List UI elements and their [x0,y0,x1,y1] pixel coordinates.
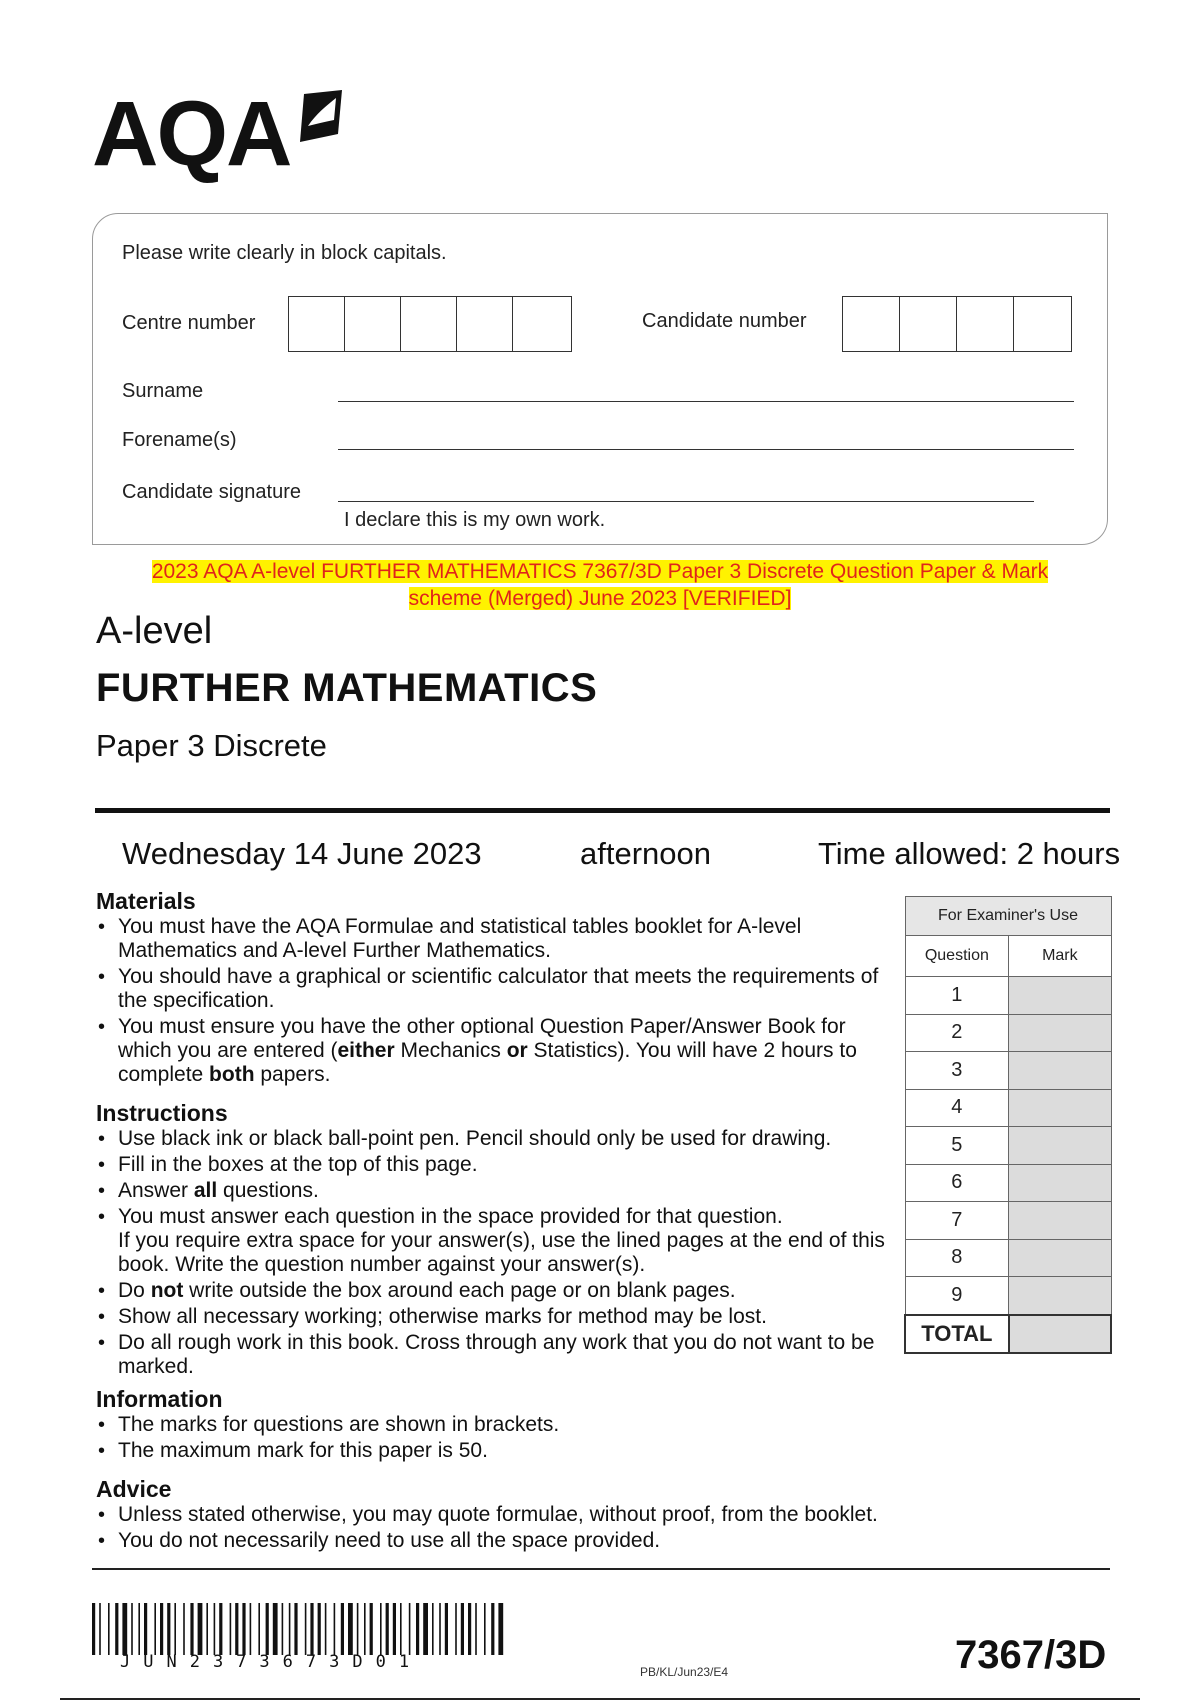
barcode-bar [122,1603,127,1655]
barcode-bar [432,1603,434,1655]
question-number: 8 [905,1239,1009,1277]
advice-heading: Advice [96,1476,172,1502]
barcode-bar [334,1603,336,1655]
print-reference: PB/KL/Jun23/E4 [640,1665,729,1679]
barcode-bar [370,1603,373,1655]
barcode-bar [167,1603,170,1655]
block-capitals-instruction: Please write clearly in block capitals. [122,242,447,264]
barcode-bar [423,1603,428,1655]
instructions-item: • Do all rough work in this book. Cross through any work that you do not want to be marked. [96,1331,886,1379]
paper-code: 7367/3D [955,1633,1107,1677]
barcode-bar [230,1603,232,1655]
candidate-number-label: Candidate number [642,310,807,332]
note-line-1: 2023 AQA A-level FURTHER MATHEMATICS 7367/3D Paper 3 Discrete Question Paper & Mark [151,560,1049,583]
advice-section [96,1476,1096,1555]
text-run: You must ensure you have the other optional Question Paper/Answer Book for which you are entered ( [118,1015,846,1062]
barcode-bar [461,1603,464,1655]
instructions-item [96,1279,886,1303]
barcode-bar [99,1603,101,1655]
question-number: 4 [905,1089,1009,1127]
aqa-logo-mark-icon [298,90,344,144]
advice-item: • You do not necessarily need to use all the space provided. [96,1529,1096,1553]
barcode-bar [409,1603,411,1655]
instructions-heading: Instructions [96,1100,228,1126]
mark-cell[interactable] [1009,1202,1111,1240]
barcode-bar [364,1603,366,1655]
barcode-bar [183,1603,185,1655]
barcode-bar [318,1603,321,1655]
barcode-bar [282,1603,284,1655]
logo-text: AQA [92,83,291,185]
text-run-bold: or [506,1039,528,1062]
text-run: write outside the box around each page or on blank pages. [183,1279,736,1302]
text-run-bold: not [150,1279,184,1302]
barcode-bar [250,1603,252,1655]
barcode-bar [214,1603,216,1655]
surname-line[interactable] [338,401,1074,402]
barcode-bar [294,1603,297,1655]
advice-item: • Unless stated otherwise, you may quote formulae, without proof, from the booklet. [96,1503,1096,1527]
surname-label: Surname [122,380,204,402]
declaration-text: I declare this is my own work. [344,509,606,531]
materials-section [96,888,886,1089]
question-number: 1 [905,977,1009,1015]
text-run-bold: all [193,1179,218,1202]
text-run: papers. [254,1063,331,1086]
barcode-bar [445,1603,448,1655]
mark-cell[interactable] [1009,1052,1111,1090]
qualification-level: A-level [96,610,213,652]
barcode-bar [144,1603,147,1655]
paper-title: Paper 3 Discrete [96,728,327,763]
signature-label: Candidate signature [122,481,302,503]
barcode-bar [393,1603,396,1655]
barcode-bar [154,1603,156,1655]
examiners-use-table [904,896,1112,1354]
instructions-item [96,1205,886,1277]
barcode-bar [266,1603,269,1655]
examiners-use-title: For Examiner's Use [905,897,1111,936]
barcode-bar [491,1603,494,1655]
document-title-note [120,558,1080,612]
information-heading: Information [96,1386,223,1412]
barcode-bar [439,1603,441,1655]
question-number: 2 [905,1014,1009,1052]
centre-number-label: Centre number [122,312,256,334]
text-run: If you require extra space for your answer(s), use the lined pages at the end of this book. Write the question number against your answer(s). [118,1229,885,1276]
question-number: 5 [905,1127,1009,1165]
information-item: • The marks for questions are shown in brackets. [96,1413,886,1437]
footer-divider [92,1568,1110,1570]
materials-item: • You should have a graphical or scientific calculator that meets the requirements of the specification. [96,965,886,1013]
barcode-bar [468,1603,471,1655]
barcode-bar [386,1603,389,1655]
barcode-bar [219,1603,222,1655]
centre-number-boxes[interactable] [288,296,572,352]
barcode-bar [108,1603,110,1655]
mark-cell[interactable] [1009,1089,1111,1127]
centre-number-cell[interactable] [513,297,569,351]
mark-cell[interactable] [1009,1127,1111,1165]
mark-cell[interactable] [1009,977,1111,1015]
barcode-bar [174,1603,176,1655]
exam-date: Wednesday 14 June 2023 [122,836,482,871]
centre-number-cell[interactable] [345,297,401,351]
barcode-bar [475,1603,477,1655]
instructions-item: • Use black ink or black ball-point pen. Pencil should only be used for drawing. [96,1127,886,1151]
barcode-bar [305,1603,307,1655]
total-mark-cell[interactable] [1009,1315,1111,1354]
note-line-2: scheme (Merged) June 2023 [VERIFIED] [408,587,792,610]
materials-item: • You must have the AQA Formulae and statistical tables booklet for A-level Mathematics and A-level Further Mathematics. [96,915,886,963]
title-divider [95,808,1110,813]
centre-number-cell[interactable] [401,297,457,351]
question-column-header: Question [905,936,1009,977]
barcode-bar [198,1603,203,1655]
total-label: TOTAL [905,1315,1009,1354]
forename-label: Forename(s) [122,429,237,451]
information-section [96,1386,886,1465]
barcode-bar [131,1603,133,1655]
mark-cell[interactable] [1009,1239,1111,1277]
text-run: Statistics). You will have 2 hours to complete [118,1039,857,1086]
mark-column-header: Mark [1009,936,1111,977]
materials-item [96,1015,886,1087]
text-run-bold: both [209,1063,255,1086]
text-run: Answer [118,1179,194,1202]
candidate-number-boxes[interactable] [842,296,1072,352]
barcode-bar [357,1603,359,1655]
candidate-number-cell[interactable] [1014,297,1071,351]
mark-cell[interactable] [1009,1014,1111,1052]
candidate-number-cell[interactable] [957,297,1014,351]
barcode-bar [341,1603,344,1655]
aqa-logo [92,84,352,184]
barcode-bar [289,1603,291,1655]
barcode-text: JUN2373673D01 [120,1652,423,1672]
barcode-bar [400,1603,402,1655]
text-run: You must answer each question in the space provided for that question. [118,1205,783,1228]
exam-session: afternoon [580,836,711,871]
barcode-bar [242,1603,245,1655]
materials-heading: Materials [96,888,196,914]
instructions-item: • Fill in the boxes at the top of this page. [96,1153,886,1177]
information-item: • The maximum mark for this paper is 50. [96,1439,886,1463]
question-number: 6 [905,1164,1009,1202]
barcode-bar [348,1603,353,1655]
candidate-number-cell[interactable] [843,297,900,351]
question-number: 7 [905,1202,1009,1240]
time-allowed: Time allowed: 2 hours [818,836,1121,871]
mark-cell[interactable] [1009,1277,1111,1315]
signature-line[interactable] [338,501,1034,502]
instructions-item: • Show all necessary working; otherwise marks for method may be lost. [96,1305,886,1329]
barcode-bar [206,1603,208,1655]
mark-cell[interactable] [1009,1164,1111,1202]
barcode-bar [115,1603,118,1655]
barcode-bar [380,1603,382,1655]
question-number: 9 [905,1277,1009,1315]
barcode-bar [455,1603,457,1655]
centre-number-cell[interactable] [457,297,513,351]
barcode-bar [498,1603,503,1655]
text-run-bold: either [337,1039,395,1062]
barcode-bar [92,1603,95,1655]
text-run: Mechanics [394,1039,507,1062]
barcode-bar [416,1603,419,1655]
barcode-bar [310,1603,313,1655]
page-bottom-line [60,1698,1140,1700]
barcode-bar [484,1603,486,1655]
forename-line[interactable] [338,449,1074,450]
candidate-number-cell[interactable] [900,297,957,351]
instructions-item [96,1179,886,1203]
barcode-bar [190,1603,193,1655]
barcode-bar [138,1603,140,1655]
barcode-bar [273,1603,278,1655]
text-run: questions. [217,1179,319,1202]
barcode-bar [258,1603,260,1655]
instructions-section [96,1100,886,1381]
barcode-bar [235,1603,238,1655]
barcode [92,1603,504,1655]
barcode-bar [325,1603,327,1655]
question-number: 3 [905,1052,1009,1090]
centre-number-cell[interactable] [289,297,345,351]
barcode-bar [160,1603,163,1655]
subject-title: FURTHER MATHEMATICS [96,666,598,710]
text-run: Do [118,1279,151,1302]
